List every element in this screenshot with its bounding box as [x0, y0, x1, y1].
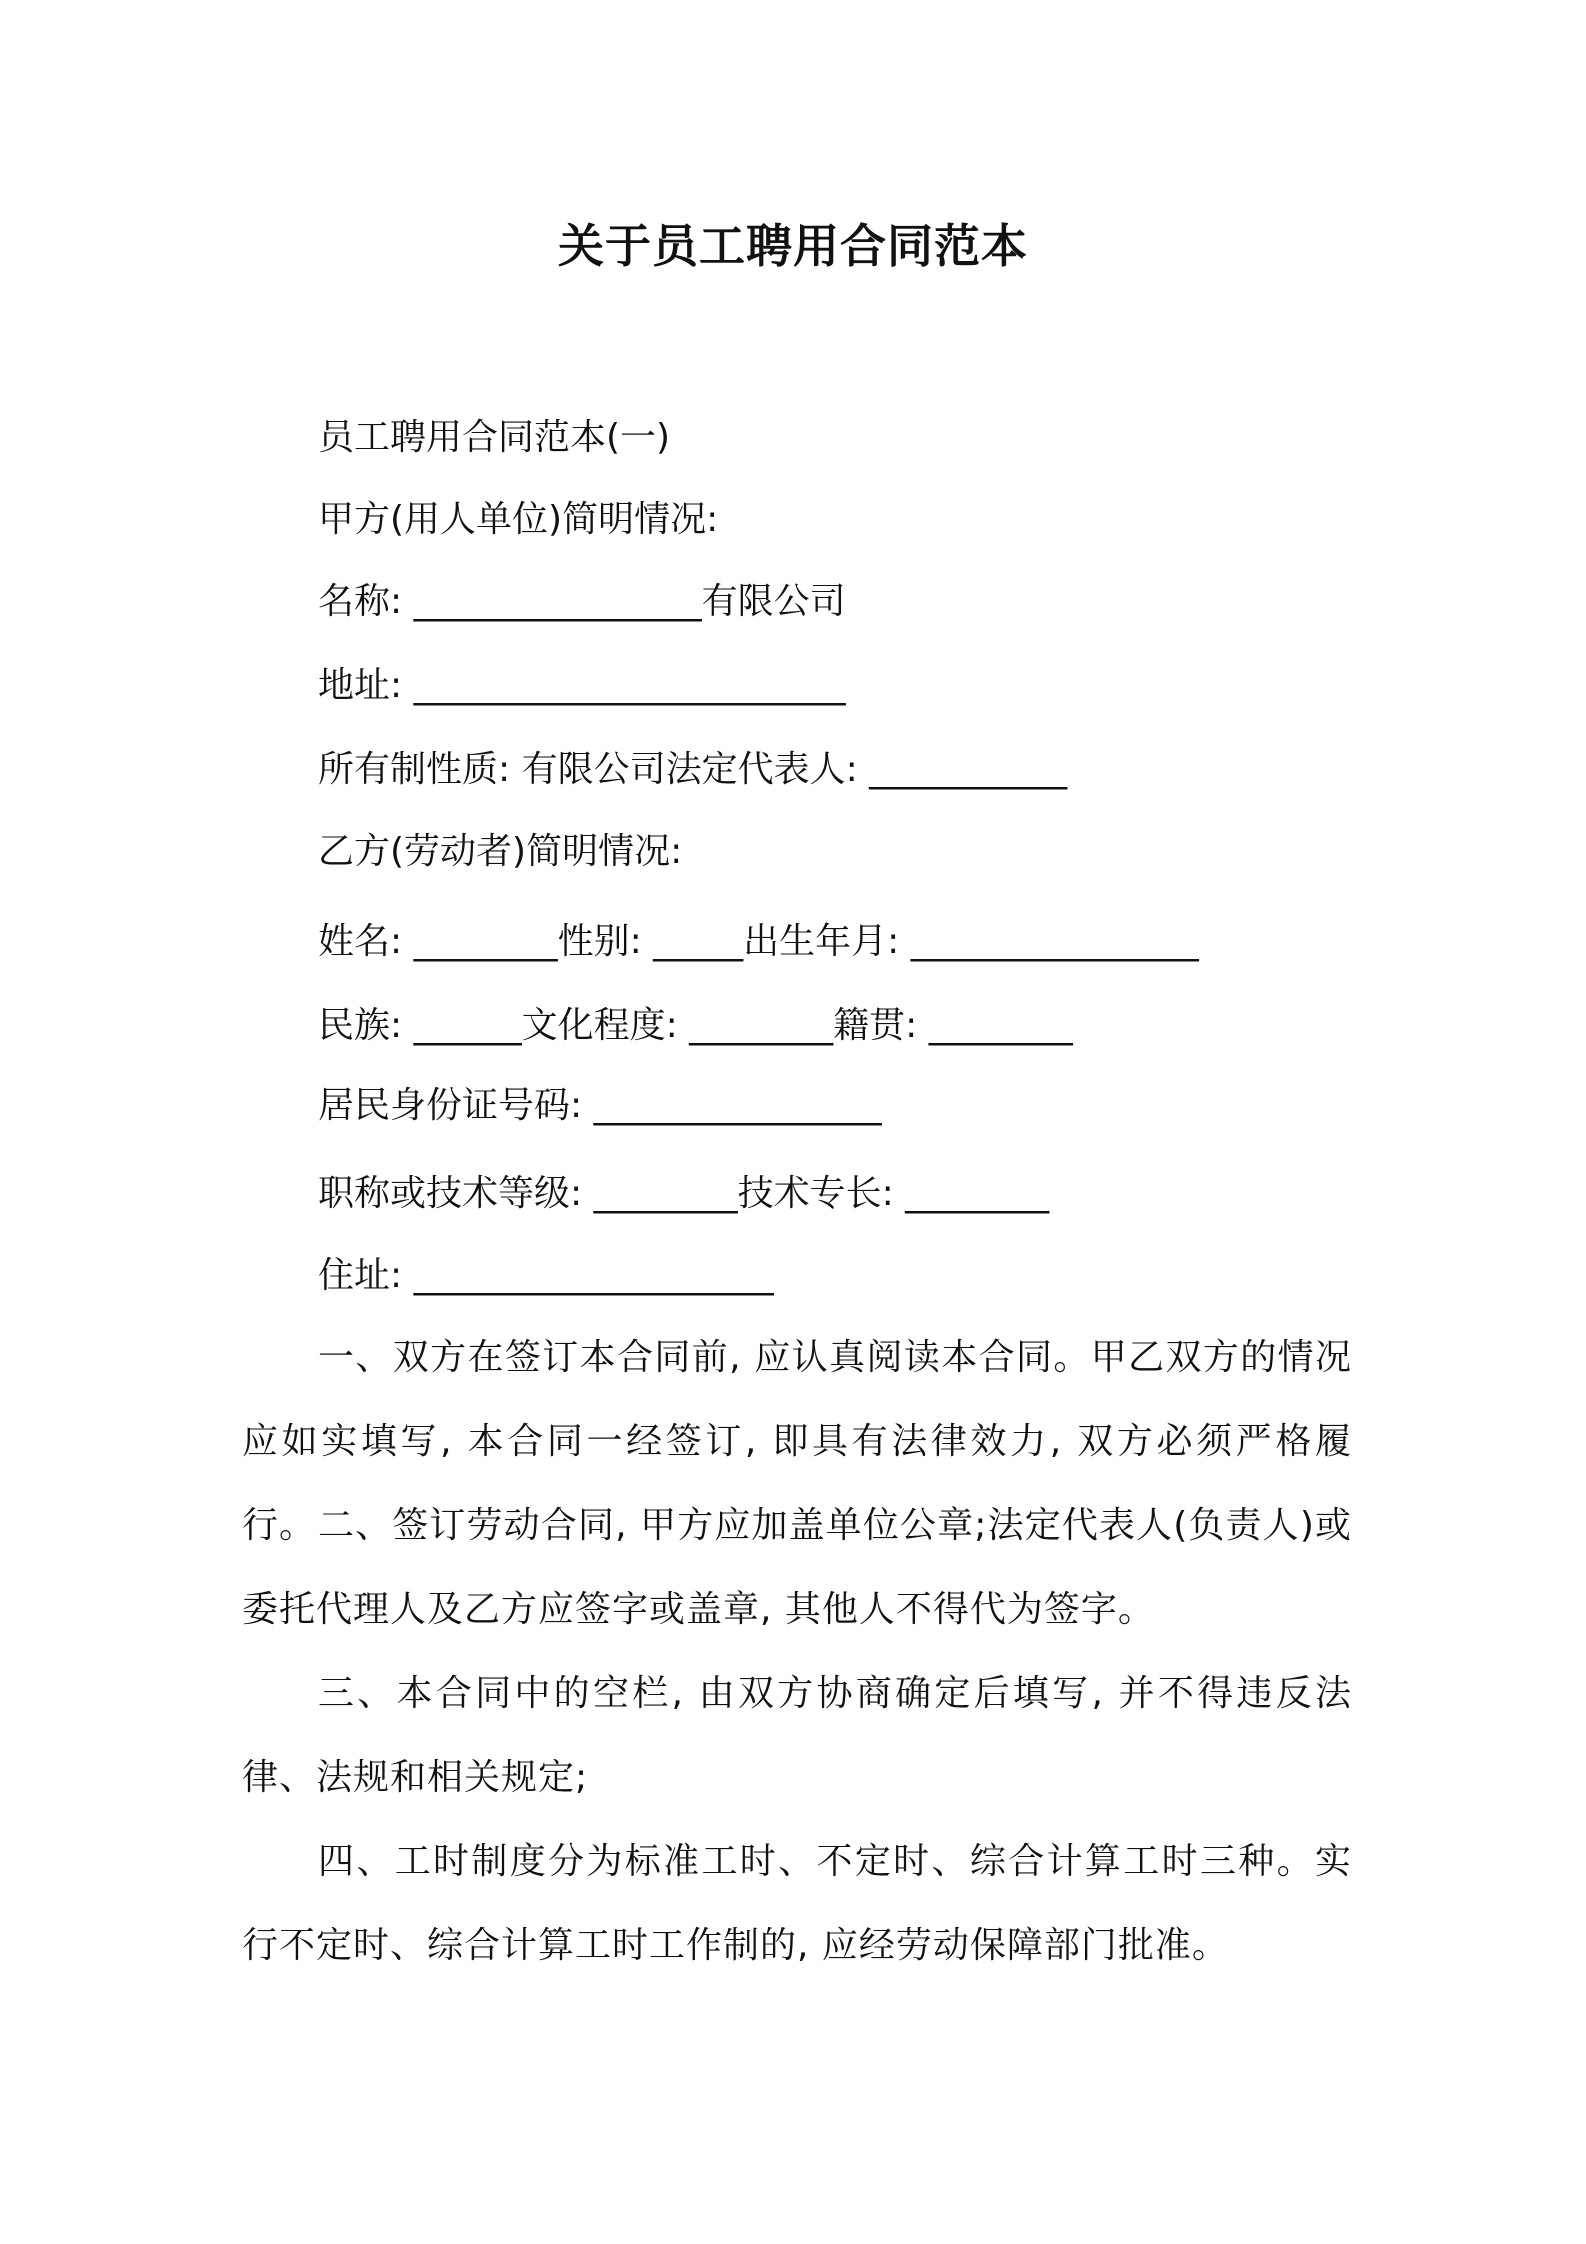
party-a-ownership-field: 所有制性质: 有限公司法定代表人: ___________	[318, 749, 1068, 790]
party-b-id-number-field: 居民身份证号码: ________________	[318, 1085, 882, 1126]
party-a-heading: 甲方(用人单位)简明情况:	[318, 499, 719, 540]
clause-3: 三、本合同中的空栏, 由双方协商确定后填写, 并不得违反法律、法规和相关规定;	[242, 1673, 1352, 1798]
party-b-title-field: 职称或技术等级: ________技术专长: ________	[318, 1173, 1050, 1214]
document-title: 关于员工聘用合同范本	[558, 219, 1028, 273]
party-a-address-field: 地址: ________________________	[318, 665, 846, 706]
party-b-ethnicity-field: 民族: ______文化程度: ________籍贯: ________	[318, 1005, 1073, 1046]
party-a-name-field: 名称: ________________有限公司	[318, 581, 846, 622]
clause-2: 二、签订劳动合同, 甲方应加盖单位公章;法定代表人(负责人)或委托代理人及乙方应签字或盖章, 其他人不得代为签字。	[242, 1505, 1352, 1630]
party-b-heading: 乙方(劳动者)简明情况:	[318, 831, 683, 872]
contract-subtitle: 员工聘用合同范本(一)	[318, 417, 671, 458]
clause-1: 一、双方在签订本合同前, 应认真阅读本合同。甲乙双方的情况应如实填写, 本合同一经签订, 即具有法律效力, 双方必须严格履行。	[242, 1337, 1352, 1546]
party-b-basic-info-field: 姓名: ________性别: _____出生年月: ________________	[318, 921, 1199, 962]
party-b-address-field: 住址: ____________________	[318, 1255, 774, 1296]
clause-4: 四、工时制度分为标准工时、不定时、综合计算工时三种。实行不定时、综合计算工时工作制的, 应经劳动保障部门批准。	[242, 1841, 1352, 1966]
